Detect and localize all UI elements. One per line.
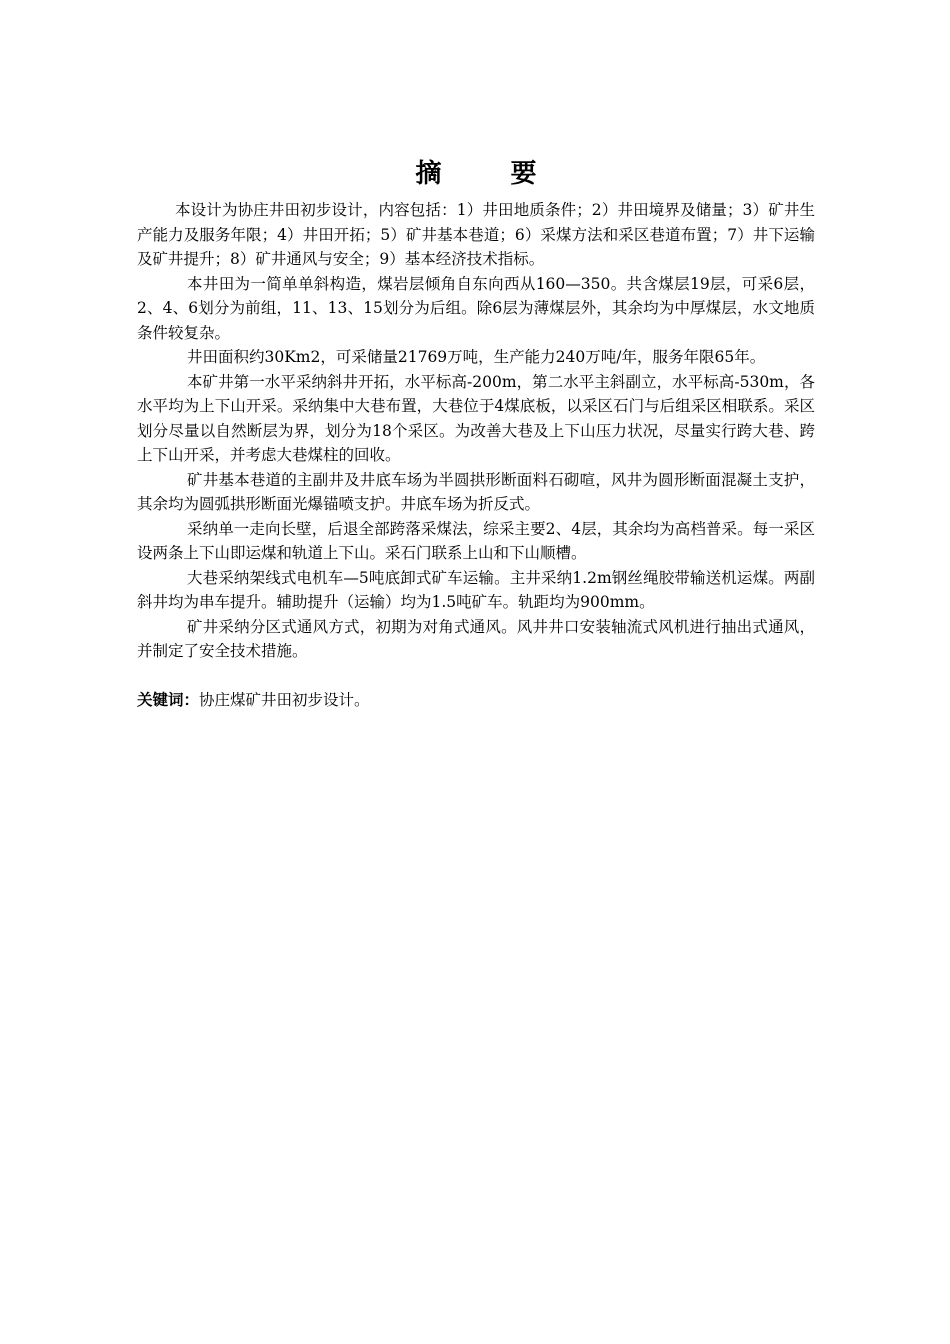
- keywords-label: 关键词：: [137, 690, 200, 709]
- abstract-page: [137, 152, 815, 712]
- abstract-paragraph-5: 矿井基本巷道的主副井及井底车场为半圆拱形断面料石砌喧，风井为圆形断面混凝土支护，其余均为圆弧拱形断面光爆锚喷支护。井底车场为折反式。: [137, 470, 815, 513]
- abstract-paragraph-8: 矿井采纳分区式通风方式，初期为对角式通风。风井井口安装轴流式风机进行抽出式通风，并制定了安全技术措施。: [137, 617, 815, 660]
- abstract-paragraph-7: 大巷采纳架线式电机车—5吨底卸式矿车运输。主井采纳1.2m钢丝绳胶带输送机运煤。两副斜井均为串车提升。辅助提升（运输）均为1.5吨矿车。轨距均为900mm。: [137, 568, 815, 611]
- page-title: 摘 要: [415, 159, 567, 189]
- abstract-paragraph-3: 井田面积约30Km2，可采储量21769万吨，生产能力240万吨/年，服务年限65年。: [187, 348, 766, 366]
- keywords-line: [137, 688, 815, 713]
- keywords-value: 协庄煤矿井田初步设计。: [199, 690, 370, 709]
- abstract-paragraph-6: 采纳单一走向长壁，后退全部跨落采煤法，综采主要2、4层，其余均为高档普采。每一采区设两条上下山即运煤和轨道上下山。采石门联系上山和下山顺槽。: [137, 519, 815, 562]
- abstract-paragraph-2: 本井田为一简单单斜构造，煤岩层倾角自东向西从160—350。共含煤层19层，可采6层，2、4、6划分为前组，11、13、15划分为后组。除6层为薄煤层外，其余均为中厚煤层，水文地质条件较复杂。: [137, 274, 815, 342]
- abstract-paragraph-1: 本设计为协庄井田初步设计，内容包括：1）井田地质条件；2）井田境界及储量；3）矿井生产能力及服务年限；4）井田开拓；5）矿井基本巷道；6）采煤方法和采区巷道布置；7）井下运输及矿井提升；8）矿井通风与安全；9）基本经济技术指标。: [137, 201, 815, 268]
- abstract-paragraph-4: 本矿井第一水平采纳斜井开拓，水平标高-200m，第二水平主斜副立，水平标高-530m，各水平均为上下山开采。采纳集中大巷布置，大巷位于4煤底板，以采区石门与后组采区相联系。采区划分尽量以自然断层为界，划分为18个采区。为改善大巷及上下山压力状况，尽量实行跨大巷、跨上下山开采，并考虑大巷煤柱的回收。: [137, 372, 815, 464]
